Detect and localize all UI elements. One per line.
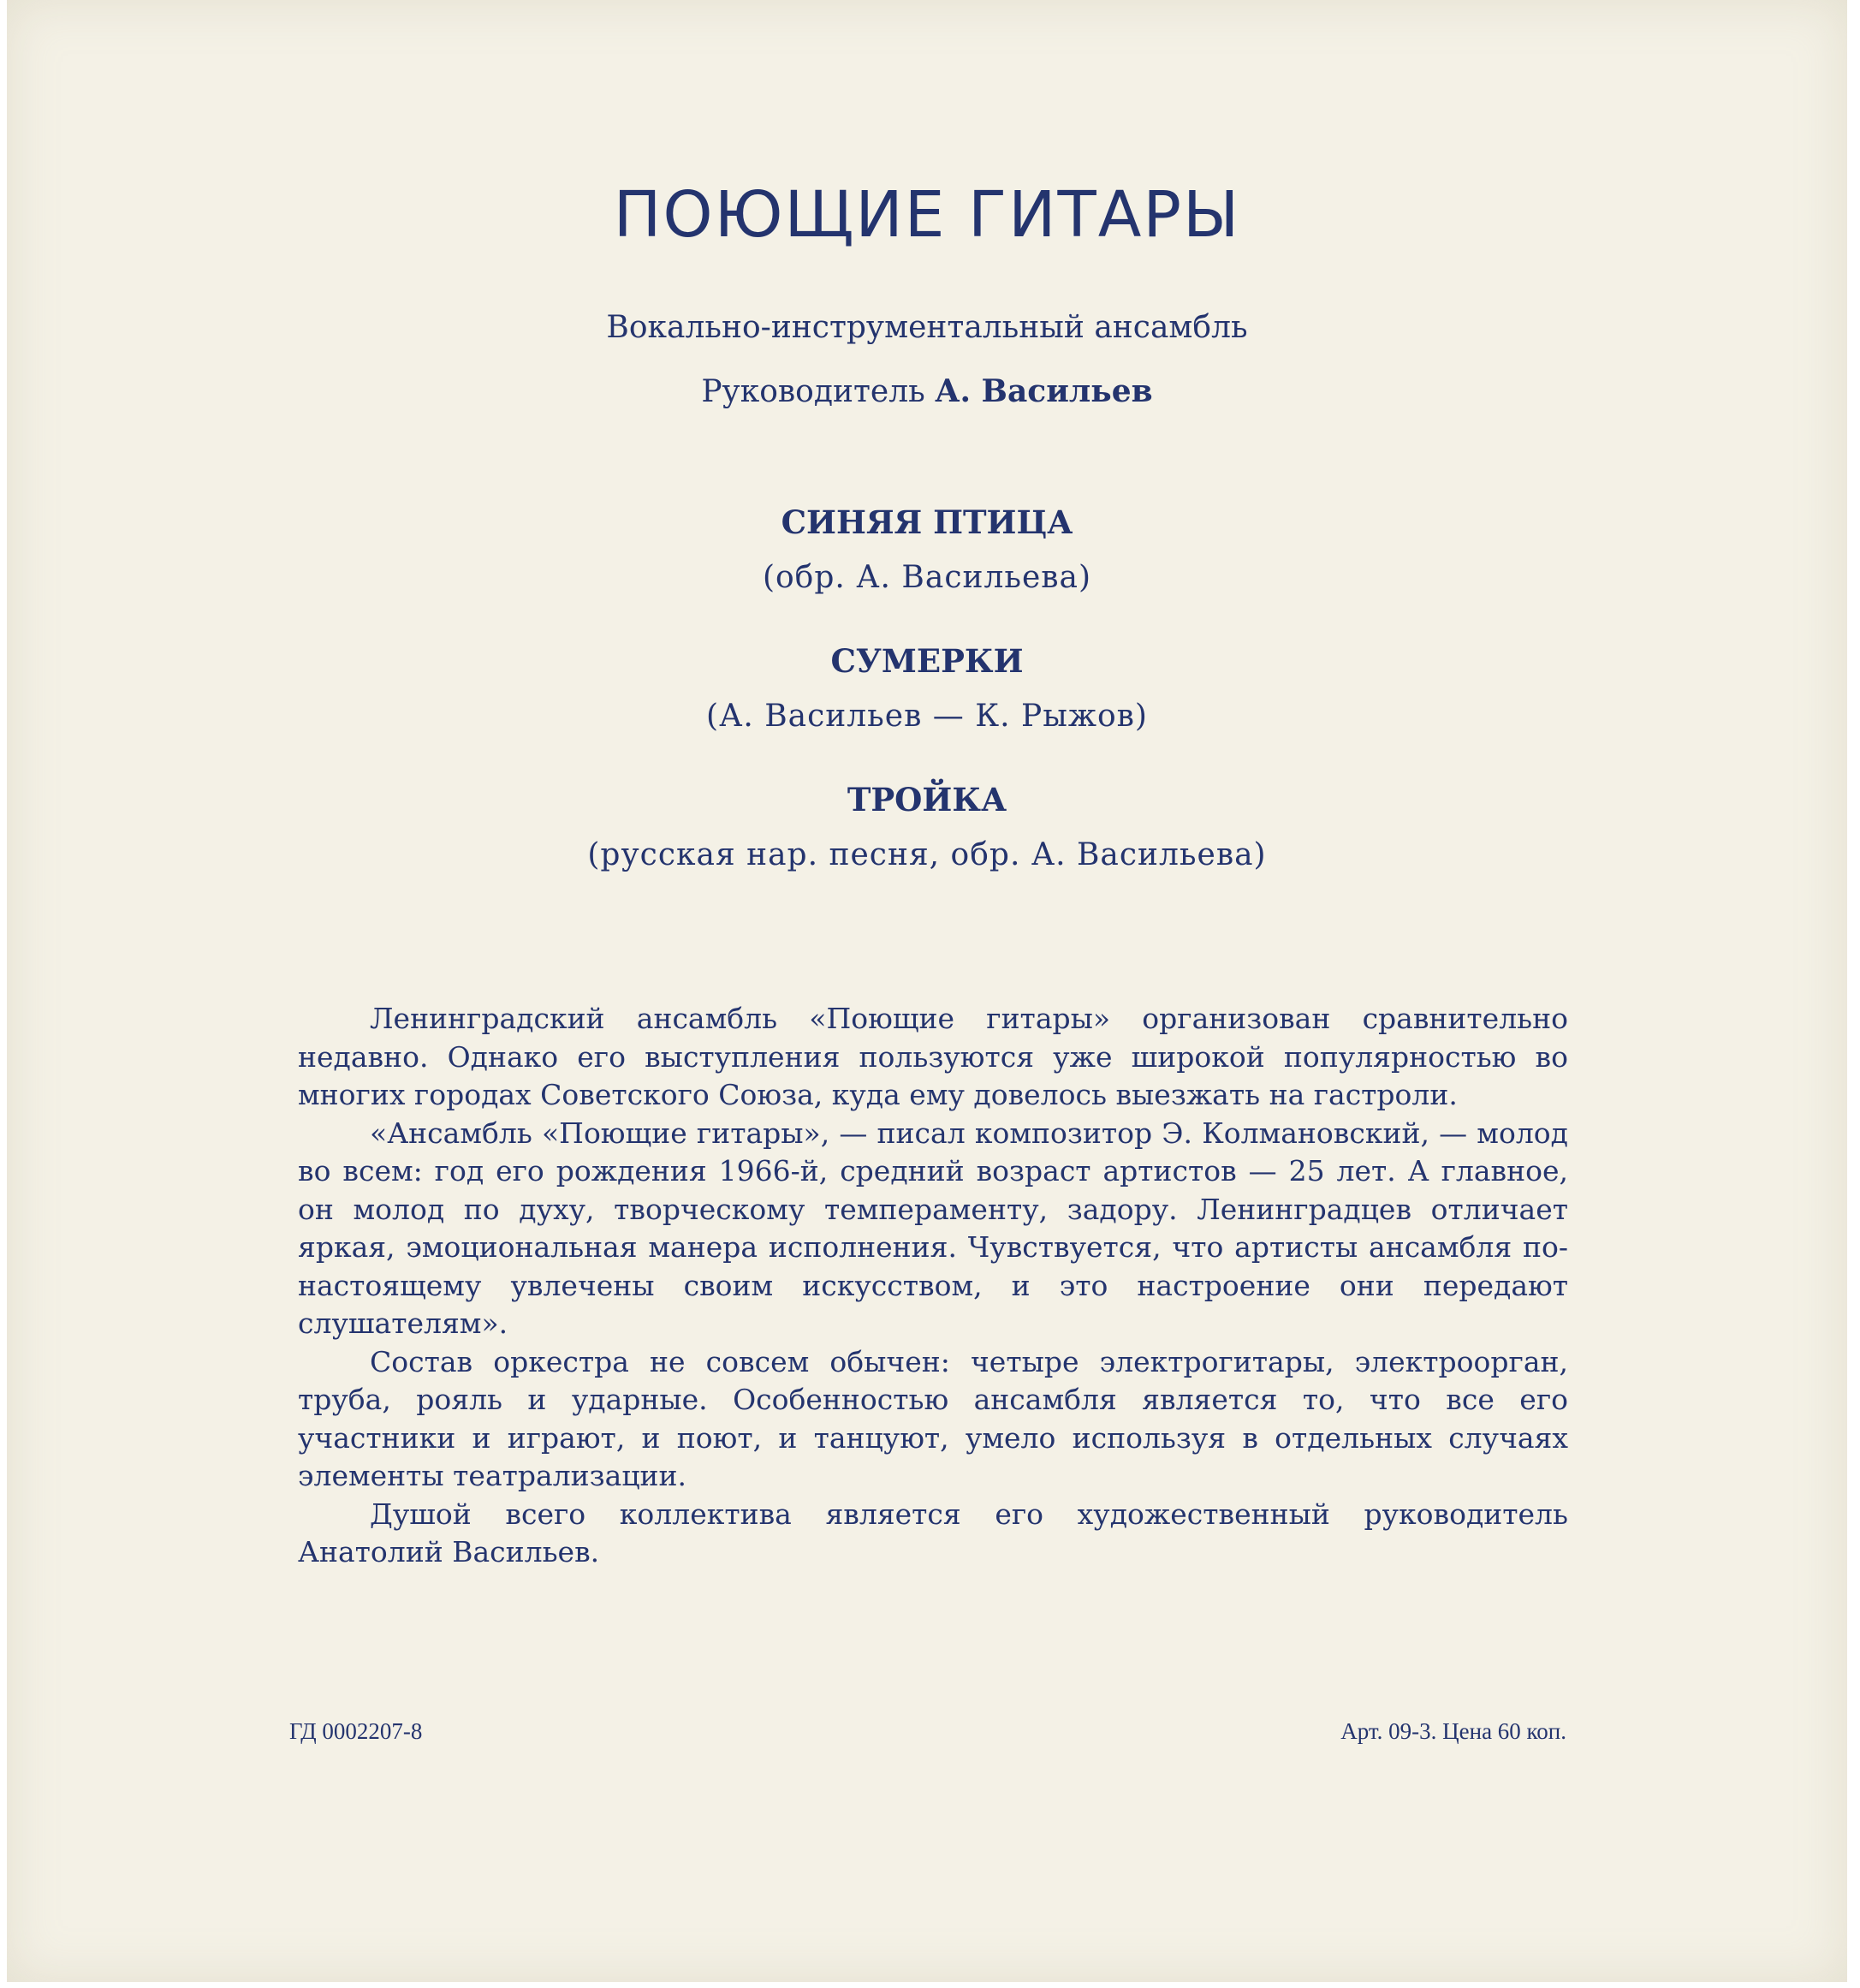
director-label: Руководитель	[701, 374, 925, 409]
director-line	[7, 373, 1847, 409]
song-title-2: СУМЕРКИ	[830, 642, 1024, 680]
price-info: Арт. 09-3. Цена 60 коп.	[1340, 1718, 1566, 1744]
song-credit-3: (русская нар. песня, обр. А. Васильева)	[587, 837, 1267, 872]
song-title-1: СИНЯЯ ПТИЦА	[781, 503, 1073, 541]
song-credit-1: (обр. А. Васильева)	[762, 560, 1092, 595]
liner-paragraph-4: Душой всего коллектива является его художественный руководитель Анатолий Васильев.	[298, 1497, 1568, 1568]
ensemble-description: Вокально-инструментальный ансамбль	[606, 310, 1248, 345]
song-credit-2: (А. Васильев — К. Рыжов)	[706, 699, 1148, 734]
song-title-3: ТРОЙКА	[847, 781, 1007, 818]
page-title: ПОЮЩИЕ ГИТАРЫ	[613, 178, 1241, 252]
liner-paragraph-2: «Ансамбль «Поющие гитары», — писал композитор Э. Колмановский, — молод во всем: год его рождения 1966-й, средний возраст артистов — 25 лет. А главное, он молод по духу, творческому темпераменту, задору. Ленинградцев отличает яркая, эмоциональная манера исполнения. Чувствуется, что артисты ансамбля по-настоящему увлечены своим искусством, и это настроение они передают слушателям».	[298, 1116, 1568, 1340]
director-name: А. Васильев	[935, 373, 1153, 409]
record-sleeve-page	[7, 0, 1847, 1982]
liner-notes	[298, 1000, 1568, 1572]
liner-paragraph-3: Состав оркестра не совсем обычен: четыре электрогитары, электроорган, труба, рояль и ударные. Особенностью ансамбля является то, что все его участники и играют, и поют, и танцуют, умело используя в отдельных случаях элементы театрализации.	[298, 1344, 1568, 1492]
catalog-number: ГД 0002207-8	[289, 1718, 423, 1744]
liner-paragraph-1: Ленинградский ансамбль «Поющие гитары» организован сравнительно недавно. Однако его выступления пользуются уже широкой популярностью во многих городах Советского Союза, куда ему довелось выезжать на гастроли.	[298, 1002, 1568, 1111]
